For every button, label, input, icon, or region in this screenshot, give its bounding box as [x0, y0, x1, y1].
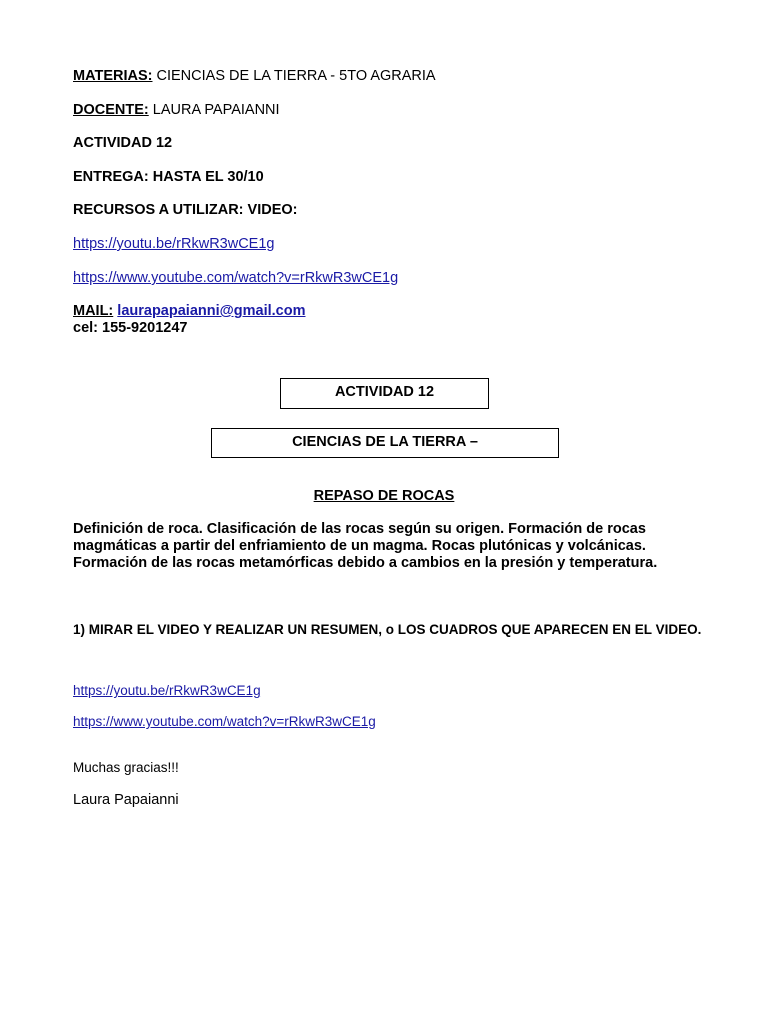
body-video-link-short[interactable]: https://youtu.be/rRkwR3wCE1g [73, 683, 261, 698]
video-link-full[interactable]: https://www.youtube.com/watch?v=rRkwR3wCE1g [73, 270, 399, 286]
recursos-line: RECURSOS A UTILIZAR: VIDEO: [73, 202, 298, 218]
mail-label: MAIL: [73, 303, 114, 319]
entrega-line: ENTREGA: HASTA EL 30/10 [73, 169, 264, 185]
materias-value: CIENCIAS DE LA TIERRA - 5TO AGRARIA [152, 68, 436, 84]
thanks-text: Muchas gracias!!! [73, 760, 179, 775]
docente-line [73, 102, 280, 119]
materias-label: MATERIAS: [73, 68, 153, 84]
body-link-line-1 [73, 682, 261, 699]
instruction-paragraph: 1) MIRAR EL VIDEO Y REALIZAR UN RESUMEN, o LOS CUADROS QUE APARECEN EN EL VIDEO. [73, 622, 702, 637]
actividad-box-title: ACTIVIDAD 12 [334, 384, 435, 400]
link-line-1 [73, 236, 274, 253]
subject-box-title: CIENCIAS DE LA TIERRA – [292, 434, 478, 450]
body-link-line-2 [73, 713, 376, 730]
cel-line: cel: 155-9201247 [73, 320, 188, 336]
subject-box [211, 428, 559, 458]
link-line-2 [73, 270, 398, 287]
mail-line [73, 303, 306, 320]
video-link-short[interactable]: https://youtu.be/rRkwR3wCE1g [73, 236, 275, 252]
mail-link[interactable]: laurapapaianni@gmail.com [117, 303, 306, 319]
description-paragraph: Definición de roca. Clasificación de las rocas según su origen. Formación de rocas magmáticas a partir del enfriamiento de un magma. Rocas plutónicas y volcánicas. Formación de las rocas metamórficas debido a cambios en la presión y temperatura. [73, 521, 658, 571]
materias-line [73, 68, 436, 85]
docente-value: LAURA PAPAIANNI [148, 102, 280, 118]
section-title: REPASO DE ROCAS [313, 488, 455, 504]
signature-text: Laura Papaianni [73, 792, 179, 808]
actividad-header: ACTIVIDAD 12 [73, 135, 173, 151]
actividad-box [280, 378, 489, 409]
body-video-link-full[interactable]: https://www.youtube.com/watch?v=rRkwR3wCE1g [73, 714, 376, 729]
docente-label: DOCENTE: [73, 102, 149, 118]
